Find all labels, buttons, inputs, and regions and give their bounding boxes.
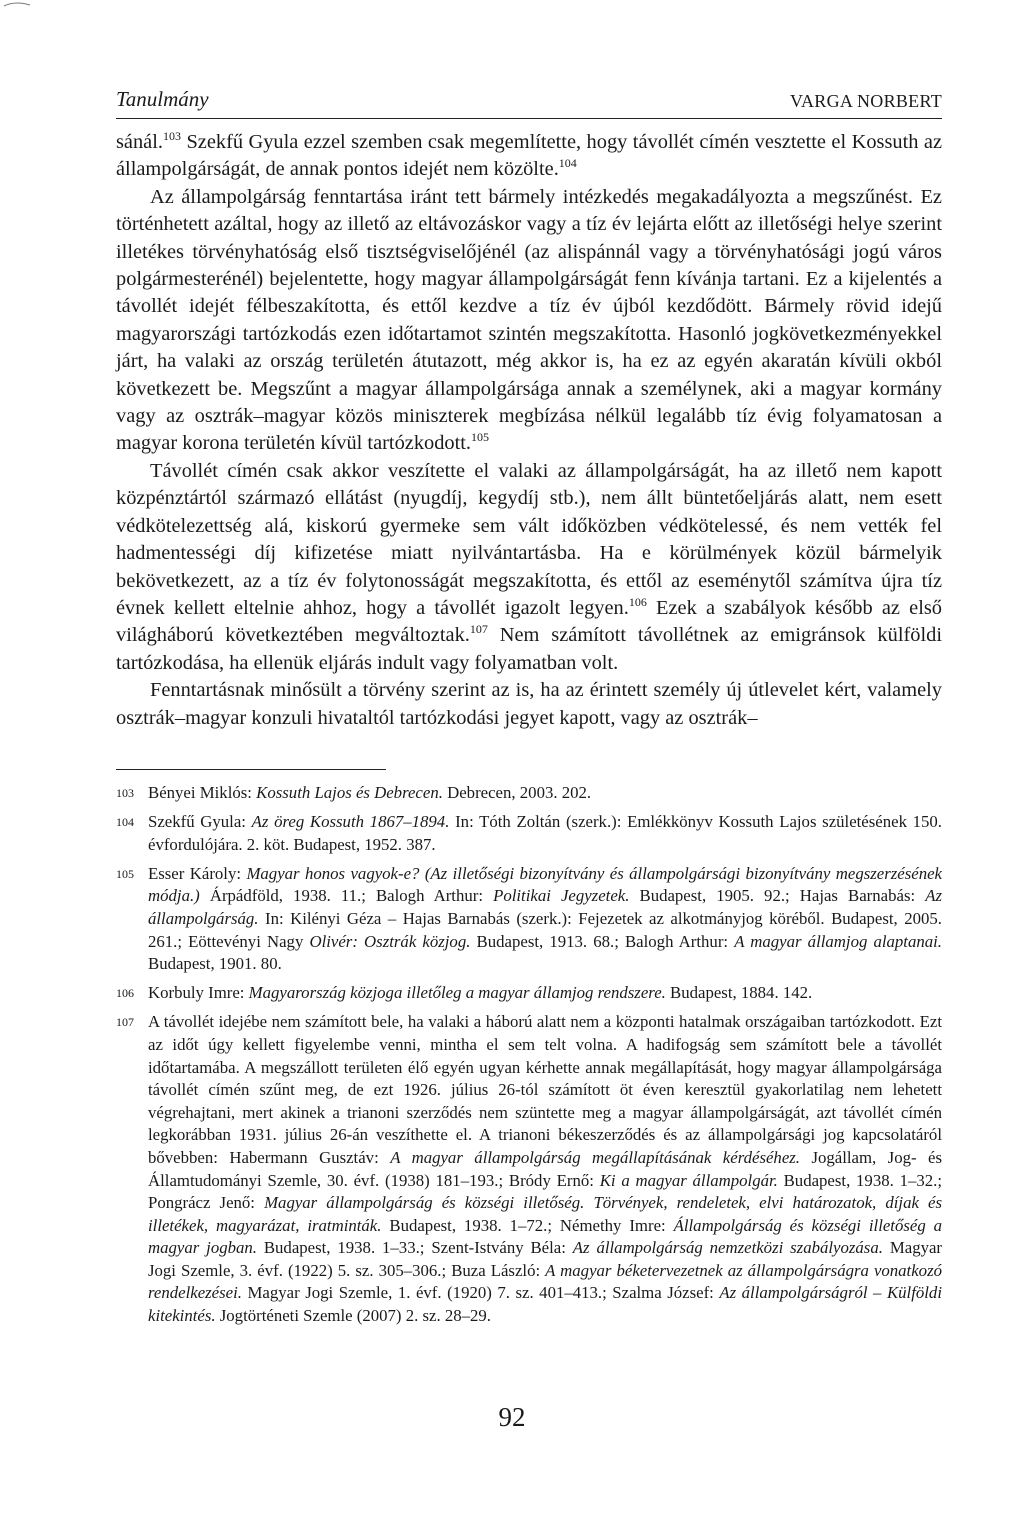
paragraph-3: Távollét címén csak akkor veszítette el valaki az állampolgárságát, ha az illető nem kapott közpénztártól származó ellátást (nyugdíj, kegydíj stb.), nem állt büntetőeljárás alatt, nem esett védkötelezettség alá, kiskorú gyermeke sem vált időközben védkötelessé, és nem vették fel hadmentességi díj kifizetése miatt nyilvántartásba. Ha e körülmények közül bármelyik bekövetkezett, az a tíz év folytonosságát megszakította, és ettől az eseménytől számítva újra tíz évnek kellett eltelnie ahhoz, hogy a távollét igazolt legyen.$^{106}$ Ezek a szabályok később az első világháború következtében megváltoztak.$^{107}$ Nem számított távollétnek az emigránsok külföldi tartózkodása, ha ellenük eljárás indult vagy folyamatban volt. <box>116 459 943 674</box>
paragraph-1: sánál.$^{103}$ Szekfű Gyula ezzel szemben csak megemlítette, hogy távollét címén vesztette el Kossuth az állampolgárságát, de annak pontos idejét nem közölte.$^{104}$ <box>116 129 942 181</box>
paragraph-4: Fenntartásnak minősült a törvény szerint az is, ha az érintett személy új útlevelet kért, valamely osztrák–magyar konzuli hivataltól tartózkodási jegyet kapott, vagy az osztrák– <box>116 679 942 729</box>
footnote-number: 105 <box>116 866 134 881</box>
footnote-number: 106 <box>116 986 134 1001</box>
footnote-ref-107[interactable]: 107 <box>469 622 488 637</box>
running-header <box>116 84 942 119</box>
footnote-104: 104 Szekfű Gyula: Az öreg Kossuth 1867–1894. In: Tóth Zoltán (szerk.): Emlékkönyv Kossuth Lajos születésének 150. évfordulójára. 2. köt. Budapest, 1952. 387. <box>116 812 943 854</box>
footnote-ref-104[interactable]: 104 <box>558 156 577 171</box>
footnote-number: 104 <box>116 815 134 830</box>
footnote-number: 103 <box>116 786 134 800</box>
footnote-ref-106[interactable]: 106 <box>628 594 647 609</box>
footnote-107: 107 A távollét idejébe nem számított bele, ha valaki a háború alatt nem a központi hatalmak országaiban tartózkodott. Ezt az időt úgy kellett figyelembe venni, mintha el sem telt volna. A hadifogság sem számított bele a távollét időtartamába. A megszállott területen élő egyén ugyan kérhette annak megállapítását, hogy magyar állampolgársága távollét címén szűnt meg, de ezt 1926. július 26-tól számított öt éven keresztül gyakorlatilag nem lehetett végrehajtani, mert akinek a trianoni szerződés nem szüntette meg a magyar állampolgárságát, azt távollét címén legkorábban 1931. július 26-án veszíthette el. A trianoni békeszerződés és az állampolgársági jog kapcsolatáról bővebben: Habermann Gusztáv: A magyar állampolgárság megállapításának kérdéséhez. Jogállam, Jog- és Államtudományi Szemle, 30. évf. (1938) 181–193.; Bródy Ernő: Ki a magyar állampolgár. Budapest, 1938. 1–32.; Pongrácz Jenő: Magyar állampolgárság és községi illetőség. Törvények, rendeletek, elvi határozatok, díjak és illetékek, magyarázat, iratminták. Budapest, 1938. 1–72.; Némethy Imre: Állampolgárság és községi illetőség a magyar jogban. Budapest, 1938. 1–33.; Szent-Istvány Béla: Az állampolgárság nemzetközi szabályozása. Magyar Jogi Szemle, 3. évf. (1922) 5. sz. 305–306.; Buza László: A magyar béketervezetnek az állampolgárságra vonatkozó rendelkezései. Magyar Jogi Szemle, 1. évf. (1920) 7. sz. 401–413.; Szalma József: Az állampolgárságról – Külföldi kitekintés. Jogtörténeti Szemle (2007) 2. sz. 28–29. <box>116 1012 943 1326</box>
footnote-divider <box>116 769 386 770</box>
footnote-105: 105 Esser Károly: Magyar honos vagyok-e? (Az illetőségi bizonyítvány és állampolgársági bizonyítvány megszerzésének módja.) Árpádföld, 1938. 11.; Balogh Arthur: Politikai Jegyzetek. Budapest, 1905. 92.; Hajas Barnabás: Az állampolgárság. In: Kilényi Géza – Hajas Barnabás (szerk.): Fejezetek az alkotmányjog köréből. Budapest, 2005. 261.; Eöttevényi Nagy Olivér: Osztrák közjog. Budapest, 1913. 68.; Balogh Arthur: A magyar államjog alaptanai. Budapest, 1901. 80. <box>116 863 943 974</box>
scan-mark <box>0 0 40 10</box>
paragraph-2: Az állampolgárság fenntartása iránt tett bármely intézkedés megakadályozta a megszűnést. Ez történhetett azáltal, hogy az illető az eltávozáskor vagy a tíz év lejárta előtt az illetőségi helye szerint illetékes törvényhatóság első tisztségviselőjénél (az alispánnál vagy a törvényhatósági jogú város polgármesterénél) bejelentette, hogy magyar állampolgárságát fenn kívánja tartani. Ez a kijelentés a távollét idejét félbeszakította, és ettől kezdve a tíz év újból kezdődött. Bármely rövid idejű magyarországi tartózkodás ezen időtartamot szintén megszakította. Hasonló jogkövetkezményekkel járt, ha valaki az ország területén átutazott, még akkor is, ha ez az egyén akaratán kívüli okból következett be. Megszűnt a magyar állampolgársága annak a személynek, aki a magyar kormány vagy az osztrák–magyar közös miniszterek megbízása nélkül legalább tíz évig folyamatosan a magyar korona területén kívül tartózkodott.$^{105}$ <box>116 185 942 455</box>
footnote-103: 103 Bényei Miklós: Kossuth Lajos és Debrecen. Debrecen, 2003. 202. <box>116 782 942 805</box>
header-section-title: Tanulmány <box>116 87 209 111</box>
header-author: VARGA NORBERT <box>789 91 942 111</box>
footnote-ref-105[interactable]: 105 <box>471 430 490 445</box>
footnote-ref-103[interactable]: 103 <box>163 129 181 143</box>
page-number: 92 <box>498 1402 526 1432</box>
main-text <box>116 129 942 732</box>
footnotes <box>116 782 942 1334</box>
footnote-106: 106 Korbuly Imre: Magyarország közjoga illetőleg a magyar államjog rendszere. Budapest, 1884. 142. <box>116 982 942 1005</box>
footnote-number: 107 <box>116 1015 134 1030</box>
